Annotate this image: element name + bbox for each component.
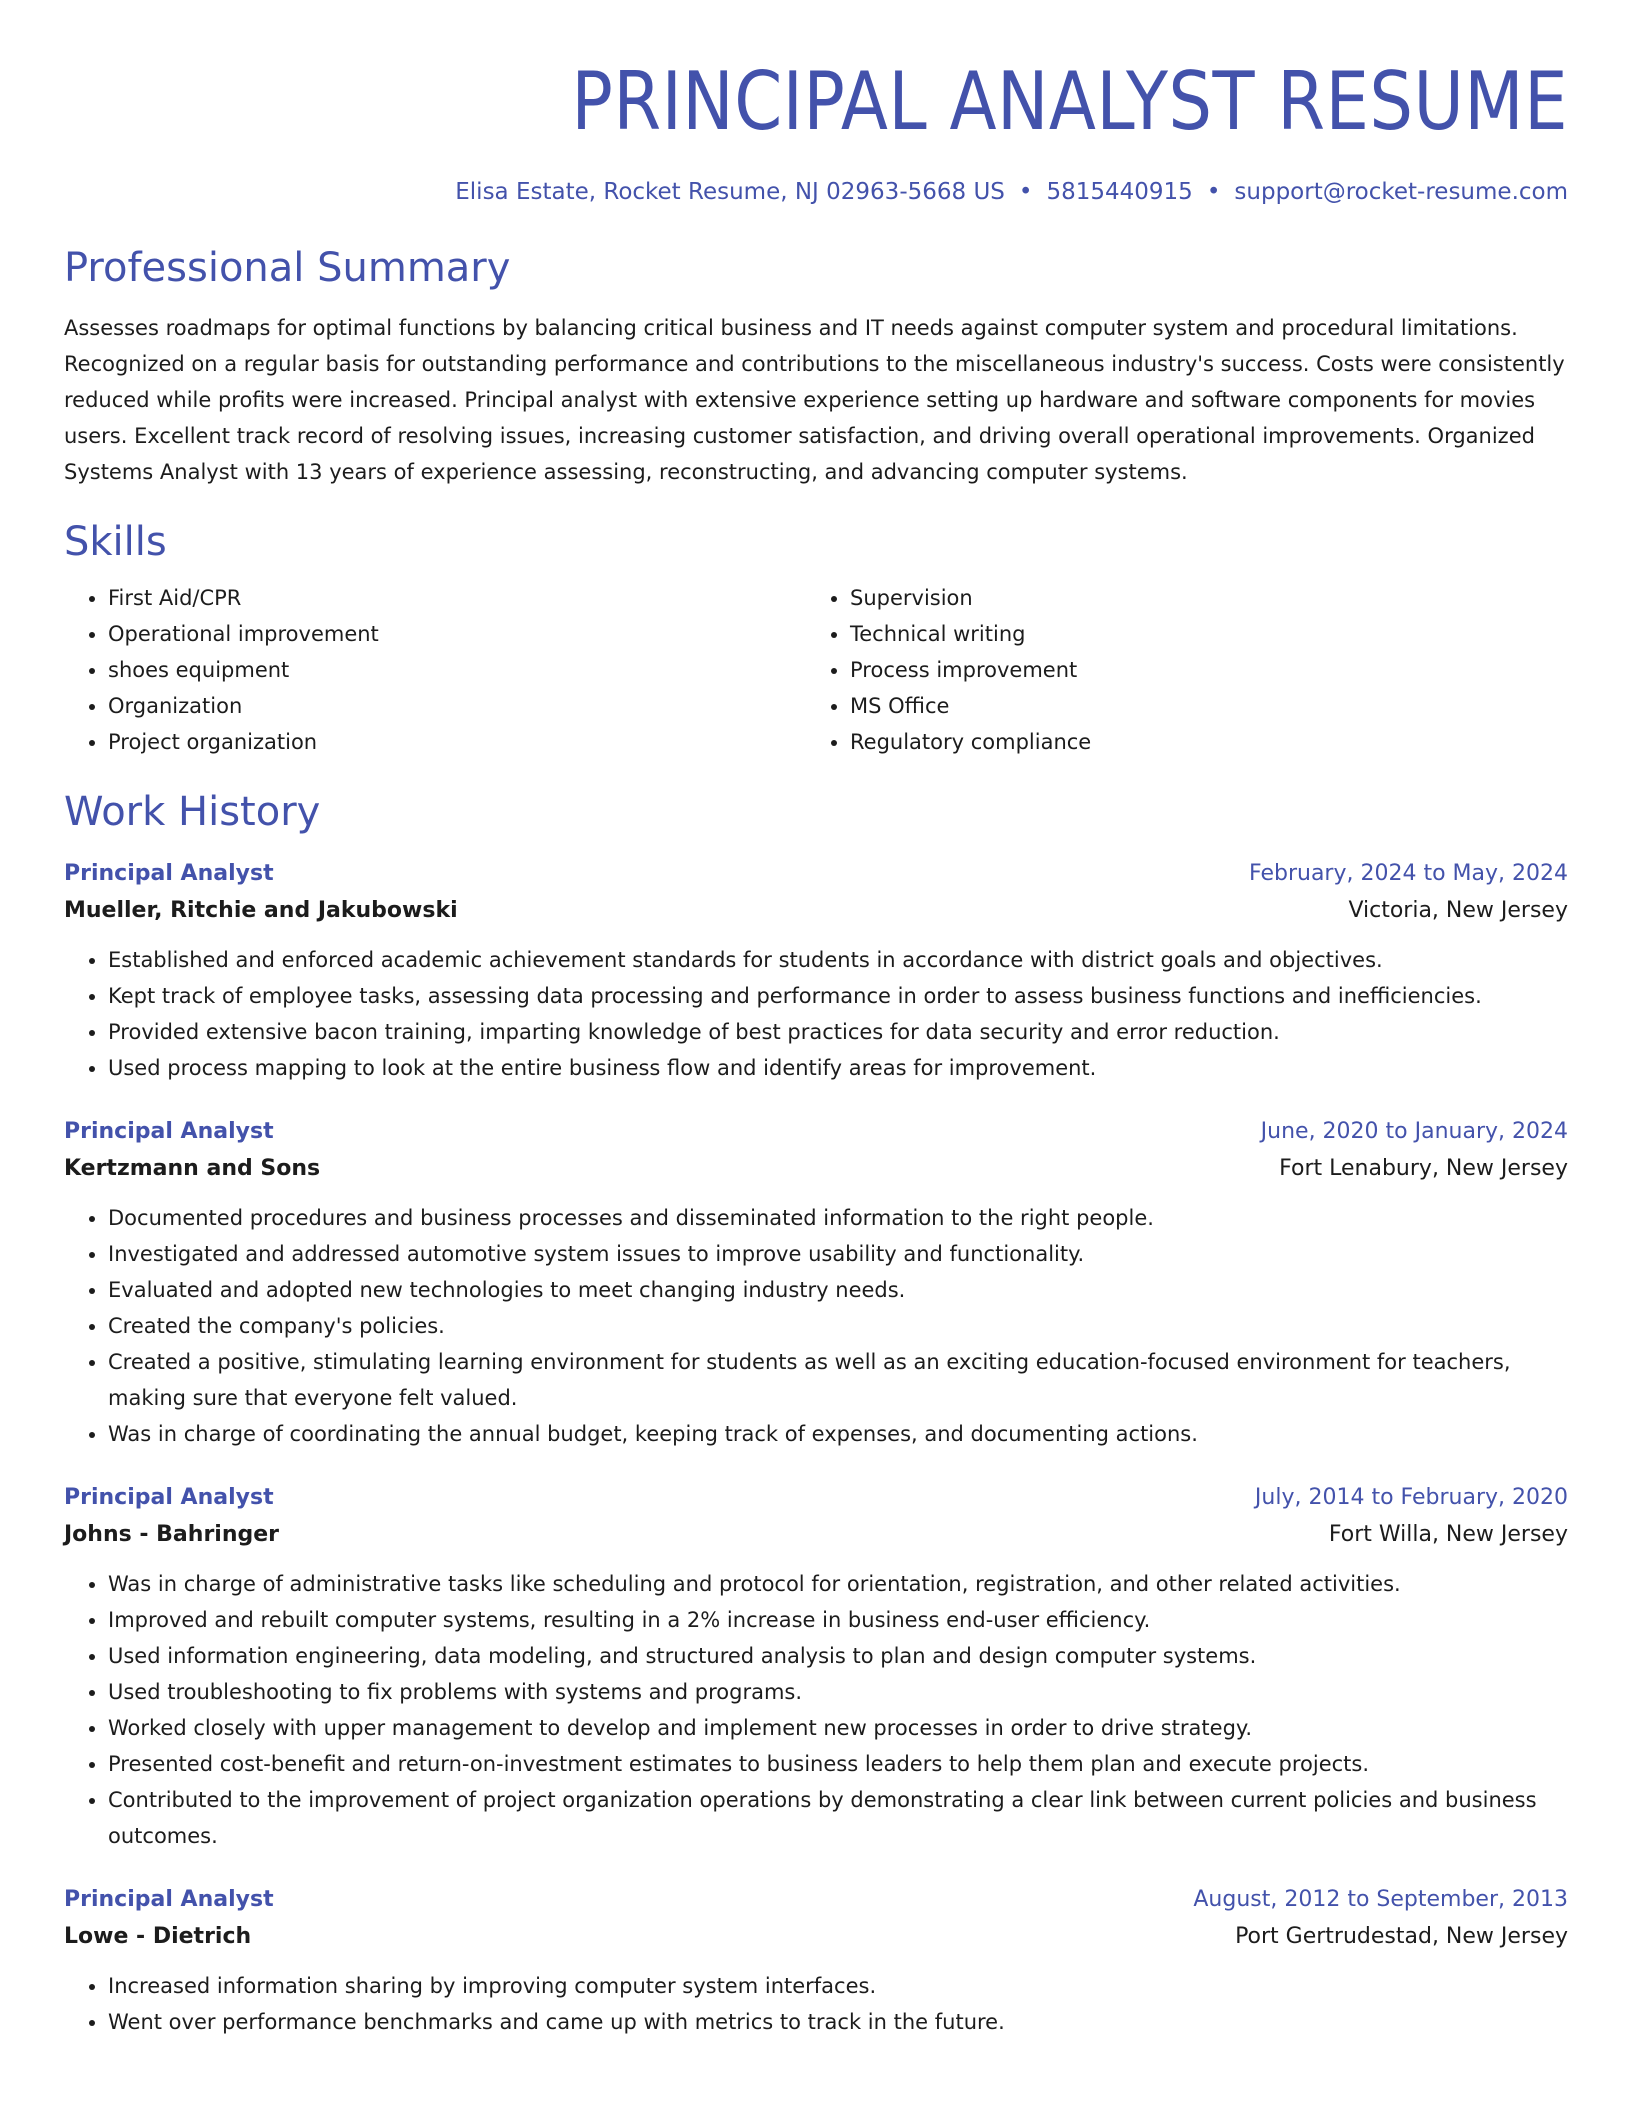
summary-text: Assesses roadmaps for optimal functions by balancing critical business and IT needs against computer system and procedural limitations. Recognized on a regular basis for outstanding performance and contributions to the miscellaneous industry's success. Costs were consistently reduced while profits were increased. Principal analyst with extensive experience setting up hardware and software components for movies users. Excellent track record of resolving issues, increasing customer satisfaction, and driving overall operational improvements. Organized Systems Analyst with 13 years of experience assessing, reconstructing, and advancing computer systems. xyxy=(64,316,1565,484)
skills-column-left xyxy=(64,580,806,760)
job-bullets xyxy=(64,1968,1568,2040)
skills-column-right xyxy=(806,580,1548,760)
job-location: Victoria, New Jersey xyxy=(1348,898,1568,923)
skill-item: • Operational improvement xyxy=(108,616,806,652)
job-company: Johns - Bahringer xyxy=(64,1522,280,1547)
job-entry xyxy=(64,1882,1568,2040)
resume-page xyxy=(64,0,1568,2040)
skill-item: • First Aid/CPR xyxy=(108,580,806,616)
skill-item: • MS Office xyxy=(850,688,1548,724)
skills-list xyxy=(64,580,1568,760)
job-bullet: • Used process mapping to look at the entire business flow and identify areas for improvement. xyxy=(108,1050,1568,1086)
contact-separator: • xyxy=(1206,179,1221,205)
work-history-heading: Work History xyxy=(64,789,321,835)
job-title: Principal Analyst xyxy=(64,1119,274,1144)
contact-email: support@rocket-resume.com xyxy=(1234,179,1568,205)
job-entry xyxy=(64,1480,1568,1854)
job-entry xyxy=(64,1114,1568,1452)
job-bullet: • Created a positive, stimulating learning environment for students as well as an exciting education-focused environment for teachers, making sure that everyone felt valued. xyxy=(108,1344,1568,1416)
job-bullet: • Increased information sharing by improving computer system interfaces. xyxy=(108,1968,1568,2004)
contact-address: Elisa Estate, Rocket Resume, NJ 02963-5668 US xyxy=(455,179,1005,205)
job-company: Kertzmann and Sons xyxy=(64,1156,321,1181)
job-bullet: • Was in charge of coordinating the annual budget, keeping track of expenses, and documenting actions. xyxy=(108,1416,1568,1452)
job-bullet: • Kept track of employee tasks, assessing data processing and performance in order to assess business functions and inefficiencies. xyxy=(108,978,1568,1014)
job-bullet: • Evaluated and adopted new technologies to meet changing industry needs. xyxy=(108,1272,1568,1308)
job-dates: June, 2020 to January, 2024 xyxy=(1260,1119,1568,1144)
job-company: Lowe - Dietrich xyxy=(64,1924,252,1949)
job-bullet: • Established and enforced academic achievement standards for students in accordance with district goals and objectives. xyxy=(108,942,1568,978)
job-bullet: • Contributed to the improvement of project organization operations by demonstrating a clear link between current policies and business outcomes. xyxy=(108,1782,1568,1854)
skill-item: • Project organization xyxy=(108,724,806,760)
job-title: Principal Analyst xyxy=(64,1485,274,1510)
skill-item: • Process improvement xyxy=(850,652,1548,688)
job-bullets xyxy=(64,942,1568,1086)
job-dates: February, 2024 to May, 2024 xyxy=(1249,861,1568,886)
job-bullet: • Used information engineering, data modeling, and structured analysis to plan and design computer systems. xyxy=(108,1638,1568,1674)
job-bullet: • Created the company's policies. xyxy=(108,1308,1568,1344)
job-dates: July, 2014 to February, 2020 xyxy=(1254,1485,1568,1510)
job-title: Principal Analyst xyxy=(64,861,274,886)
contact-phone: 5815440915 xyxy=(1046,179,1193,205)
contact-line xyxy=(64,176,1568,208)
skill-item: • Technical writing xyxy=(850,616,1548,652)
skill-item: • Organization xyxy=(108,688,806,724)
job-bullet: • Documented procedures and business processes and disseminated information to the right people. xyxy=(108,1200,1568,1236)
job-company: Mueller, Ritchie and Jakubowski xyxy=(64,898,458,923)
job-bullet: • Was in charge of administrative tasks like scheduling and protocol for orientation, registration, and other related activities. xyxy=(108,1566,1568,1602)
skill-item: • Supervision xyxy=(850,580,1548,616)
job-bullets xyxy=(64,1200,1568,1452)
skills-heading: Skills xyxy=(64,519,167,565)
job-bullet: • Provided extensive bacon training, imparting knowledge of best practices for data security and error reduction. xyxy=(108,1014,1568,1050)
summary-heading: Professional Summary xyxy=(64,245,511,291)
job-bullet: • Used troubleshooting to fix problems with systems and programs. xyxy=(108,1674,1568,1710)
job-bullet: • Presented cost-benefit and return-on-investment estimates to business leaders to help them plan and execute projects. xyxy=(108,1746,1568,1782)
job-title: Principal Analyst xyxy=(64,1887,274,1912)
job-bullet: • Went over performance benchmarks and came up with metrics to track in the future. xyxy=(108,2004,1568,2040)
page-title: PRINCIPAL ANALYST RESUME xyxy=(571,55,1568,148)
job-location: Port Gertrudestad, New Jersey xyxy=(1235,1924,1568,1949)
skill-item: • Regulatory compliance xyxy=(850,724,1548,760)
job-dates: August, 2012 to September, 2013 xyxy=(1193,1887,1568,1912)
job-bullet: • Investigated and addressed automotive system issues to improve usability and functionality. xyxy=(108,1236,1568,1272)
skill-item: • shoes equipment xyxy=(108,652,806,688)
job-entry xyxy=(64,856,1568,1086)
job-location: Fort Lenabury, New Jersey xyxy=(1279,1156,1568,1181)
contact-separator: • xyxy=(1018,179,1033,205)
job-bullet: • Improved and rebuilt computer systems, resulting in a 2% increase in business end-user efficiency. xyxy=(108,1602,1568,1638)
job-bullet: • Worked closely with upper management to develop and implement new processes in order to drive strategy. xyxy=(108,1710,1568,1746)
job-bullets xyxy=(64,1566,1568,1854)
job-location: Fort Willa, New Jersey xyxy=(1328,1522,1568,1547)
